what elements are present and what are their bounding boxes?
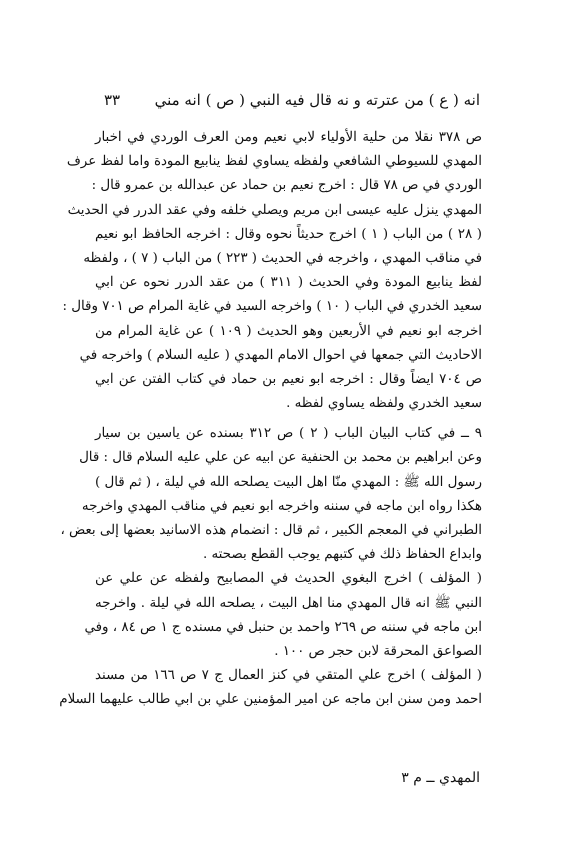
page-number: ٣٣ xyxy=(104,91,121,109)
text-line: ابن ماجه في سننه ص ٢٦٩ واحمد بن حنبل في مسنده ج ١ ص ٨٤ ، وفي xyxy=(84,619,482,635)
text-line: سعيد الخدري في الباب ( ١٠ ) واخرجه السيد في غاية المرام ص ٧٠١ وقال : xyxy=(62,299,482,315)
text-line: الوردي في ص ٧٨ قال : اخرج نعيم بن حماد عن عبدالله بن عمرو قال : xyxy=(91,178,482,194)
text-line: في مناقب المهدي ، واخرجه في الحديث ( ٢٢٣ ) من الباب ( ٧ ) ، ولفظه xyxy=(83,250,482,266)
text-line: النبي ﷺ انه قال المهدي منا اهل البيت ، يصلحه الله في ليلة . واخرجه xyxy=(95,595,482,611)
body-text xyxy=(59,126,483,713)
text-line: المهدي ينزل عليه عيسى ابن مريم ويصلي خلفه وفي عقد الدرر في الحديث xyxy=(67,202,482,218)
text-line: الصواعق المحرقة لابن حجر ص ١٠٠ . xyxy=(274,643,482,659)
running-header xyxy=(98,88,480,112)
running-header-title: انه ( ع ) من عترته و نه قال فيه النبي ( ص ) انه مني xyxy=(154,91,480,109)
text-line: لفظ ينابيع المودة وفي الحديث ( ٣١١ ) من عقد الدرر نحوه عن ابي xyxy=(95,275,482,291)
text-line: الاحاديث التي جمعها في احوال الامام المهدي ( عليه السلام ) واخرجه في xyxy=(79,347,482,363)
text-line: ( المؤلف ) اخرج علي المتقي في كنز العمال ج ٧ ص ١٦٦ من مسند xyxy=(95,668,482,684)
text-line: سعيد الخدري ولفظه يساوي لفظه . xyxy=(286,396,482,412)
text-line: ص ٣٧٨ نقلا من حلية الأولياء لابي نعيم ومن العرف الوردي في اخبار xyxy=(95,130,482,145)
text-line: هكذا رواه ابن ماجه في سننه واخرجه ابو نعيم في مناقب المهدي واخرجه xyxy=(81,498,482,514)
text-line: ( المؤلف ) اخرج البغوي الحديث في المصابيح ولفظه عن علي عن xyxy=(95,571,482,587)
signature-mark: المهدي ــ م ٣ xyxy=(401,770,480,786)
text-line: ص ٧٠٤ ايضاً وقال : اخرجه ابو نعيم بن حماد في كتاب الفتن عن ابي xyxy=(95,371,482,387)
text-line: ٩ ــ في كتاب البيان الباب ( ٢ ) ص ٣١٢ بسنده عن ياسين بن سيار xyxy=(95,426,482,442)
text-line: رسول الله ﷺ : المهدي منّا اهل البيت يصلحه الله في ليلة ، ( ثم قال ) xyxy=(95,474,482,490)
text-line: وابداع الحفاظ ذلك في كتبهم يوجب القطع بصحته . xyxy=(202,547,482,563)
text-line: اخرجه ابو نعيم في الأربعين وهو الحديث ( ١٠٩ ) عن غاية المرام من xyxy=(95,323,482,339)
text-line: ( ٢٨ ) من الباب ( ١ ) اخرج حديثاً نحوه وقال : اخرجه الحافظ ابو نعيم xyxy=(95,226,483,242)
text-line: وعن ابراهيم بن محمد بن الحنفية عن ابيه عن علي عليه السلام قال : قال xyxy=(79,450,482,466)
text-line: احمد ومن سنن ابن ماجه عن امير المؤمنين علي بن ابي طالب عليهما السلام xyxy=(59,692,482,708)
text-line: المهدي للسيوطي الشافعي ولفظه يساوي لفظ ينابيع المودة واما لفظ عرف xyxy=(66,154,482,170)
text-line: الطبراني في المعجم الكبير ، ثم قال : انضمام هذه الاسانيد بعضها إلى بعض ، xyxy=(60,523,482,538)
